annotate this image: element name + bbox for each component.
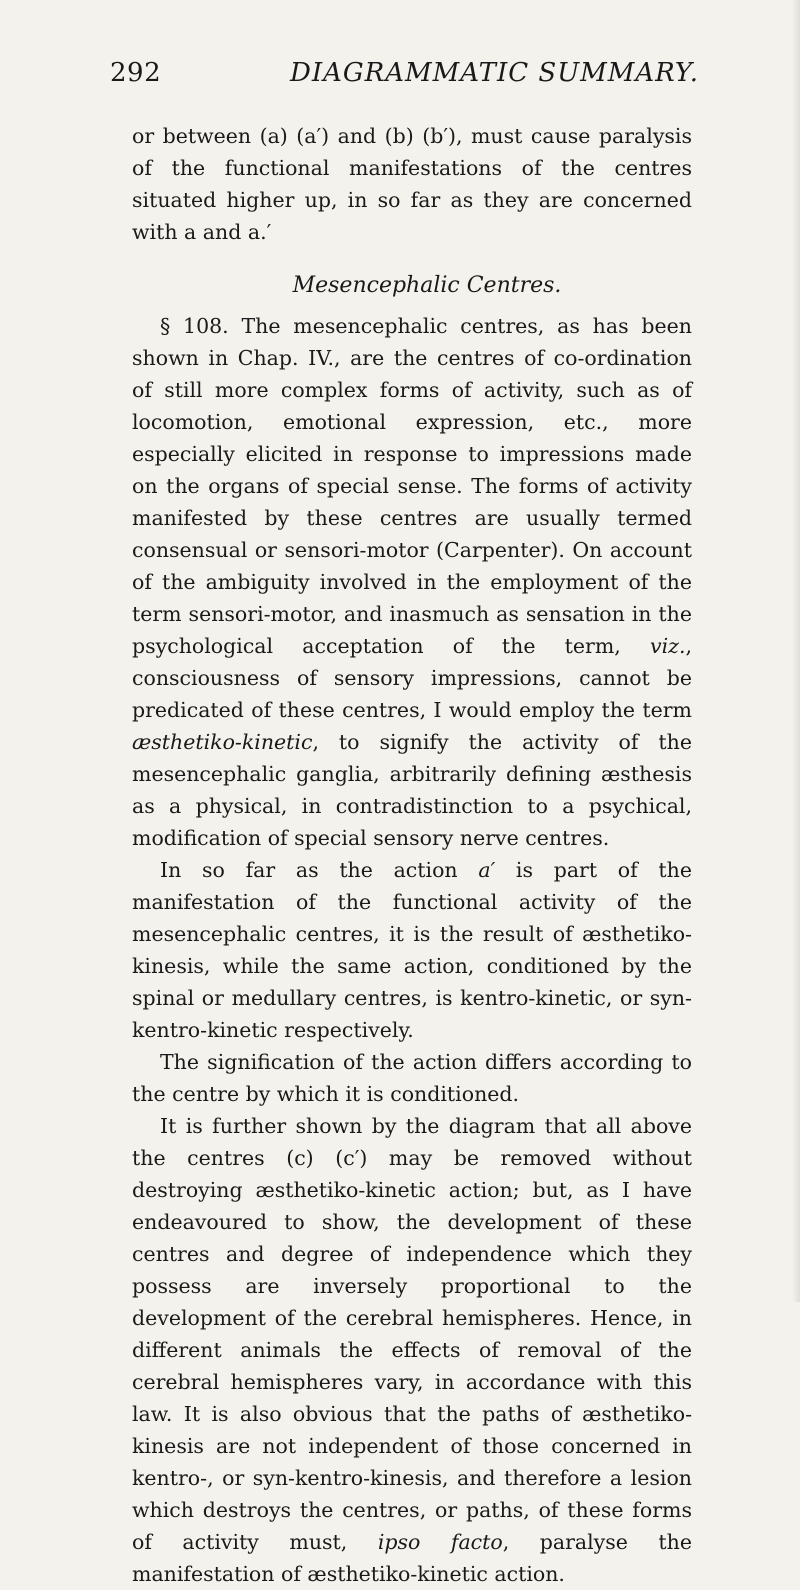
italic-term-aesthetiko-kinetic: æsthetiko-kinetic bbox=[132, 730, 313, 754]
paragraph-2 bbox=[132, 310, 692, 854]
italic-action-a-prime: a′ bbox=[478, 858, 496, 882]
running-head: DIAGRAMMATIC SUMMARY. bbox=[290, 58, 699, 88]
paragraph-3-part-b: is part of the manifestation of the functional activity of the mesencephalic centres, it is the result of æsthetiko-kinesis, while the same action, conditioned by the spinal or medullary centres, is kentro-kinetic, or syn-kentro-kinetic respectively. bbox=[132, 858, 692, 1042]
paragraph-3 bbox=[132, 854, 692, 1046]
section-heading: Mesencephalic Centres. bbox=[292, 273, 562, 298]
paragraph-2-part-a: § 108. The mesencephalic centres, as has been shown in Chap. IV., are the centres of co-ordination of still more complex forms of activity, such as of locomotion, emotional expression, etc., more especially elicited in response to impressions made on the organs of special sense. The forms of activity manifested by these centres are usually termed consensual or sensori-motor (Carpenter). On account of the ambiguity involved in the employment of the term sensori-motor, and inasmuch as sensation in the psychological acceptation of the term, bbox=[132, 314, 692, 658]
italic-viz: viz. bbox=[650, 634, 686, 658]
page-edge-shadow bbox=[792, 0, 800, 1302]
paragraph-2-part-c: , to signify the activity of the mesencephalic ganglia, arbitrarily defining æsthesis as a physical, in contradistinction to a psychical, modification of special sensory nerve centres. bbox=[132, 730, 692, 850]
paragraph-5 bbox=[132, 1110, 692, 1590]
page-number: 292 bbox=[110, 58, 162, 88]
page-header bbox=[110, 58, 710, 98]
paragraph-1: or between (a) (a′) and (b) (b′), must cause paralysis of the functional manifestations of the centres situated higher up, in so far as they are concerned with a and a.′ bbox=[132, 124, 692, 244]
paragraph-3-part-a: In so far as the action bbox=[160, 858, 479, 882]
paragraph-5-part-b: , paralyse the manifestation of æsthetiko-kinetic action. bbox=[132, 1530, 692, 1586]
body-text bbox=[132, 120, 692, 1590]
paragraph-4: The signification of the action differs according to the centre by which it is conditioned. bbox=[132, 1050, 692, 1106]
paragraph-5-part-a: It is further shown by the diagram that all above the centres (c) (c′) may be removed without destroying æsthetiko-kinetic action; but, as I have endeavoured to show, the development of these centres and degree of independence which they possess are inversely proportional to the development of the cerebral hemispheres. Hence, in different animals the effects of removal of the cerebral hemispheres vary, in accordance with this law. It is also obvious that the paths of æsthetiko-kinesis are not independent of those concerned in kentro-, or syn-kentro-kinesis, and therefore a lesion which destroys the centres, or paths, of these forms of activity must, bbox=[132, 1114, 692, 1554]
paragraph-2-part-b: , consciousness of sensory impressions, cannot be predicated of these centres, I would employ the term bbox=[132, 634, 692, 722]
italic-ipso-facto: ipso facto bbox=[377, 1530, 503, 1554]
